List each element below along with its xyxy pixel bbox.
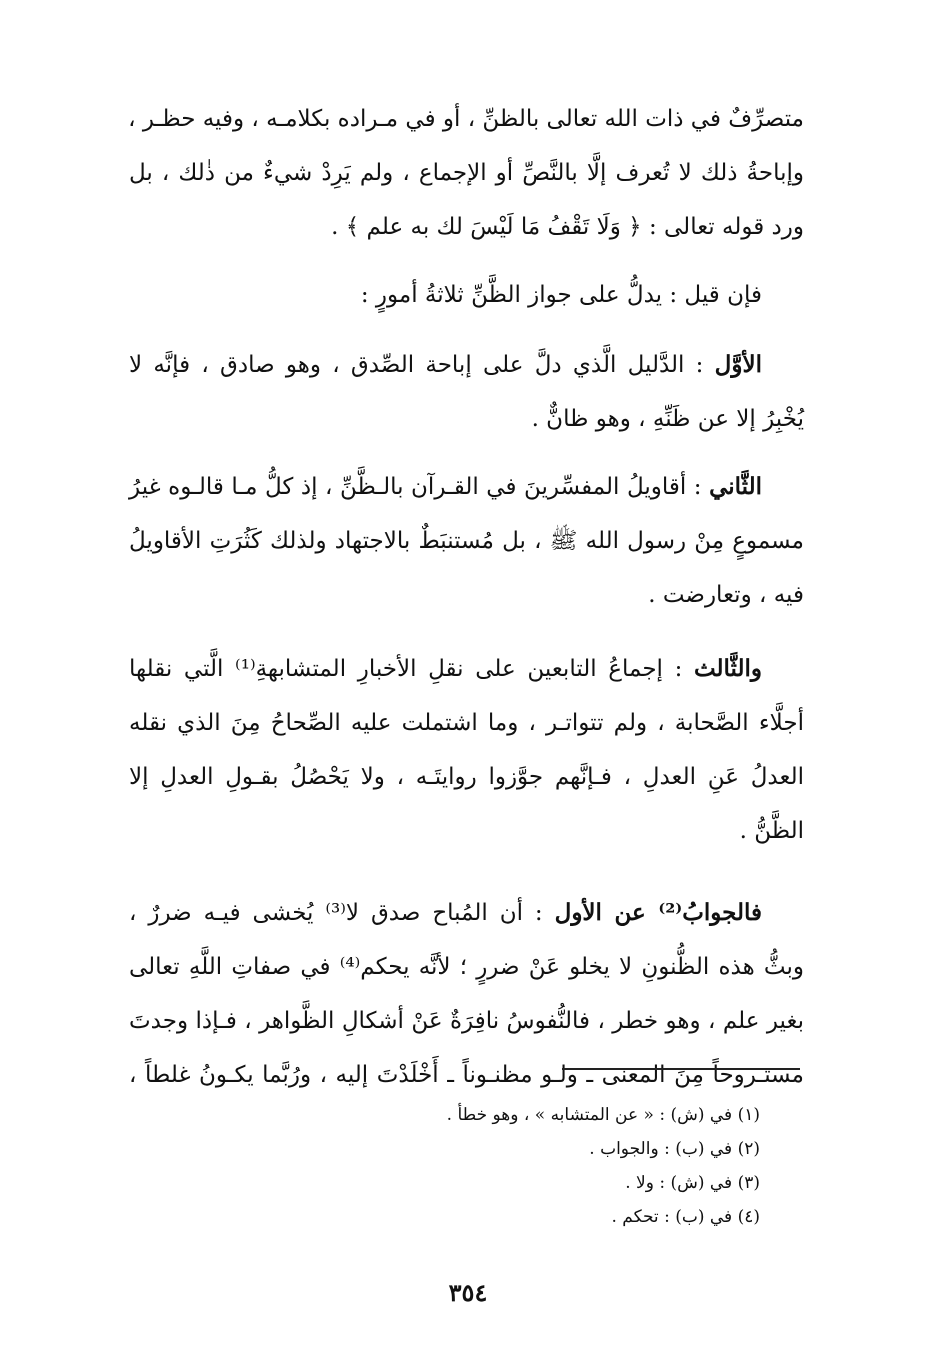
paragraph-4 — [129, 460, 804, 622]
text-line: وإباحةُ ذلك لا تُعرف إلَّا بالنَّصِّ أو الإجماع ، ولم يَرِدْ شيءٌ من ذٰلك ، بل — [129, 160, 804, 186]
text-line — [129, 338, 804, 392]
text-line — [129, 886, 804, 940]
paragraph-5 — [129, 642, 804, 858]
paragraph-lead: فالجوابُ⁽²⁾ عن الأول — [554, 899, 762, 926]
text-line: الظَّنُّ . — [739, 818, 804, 844]
footnote-3: (٣) في (ش) : ولا . — [625, 1173, 760, 1193]
text-line: وبثُّ هذه الظُّنونِ لا يخلو عَنْ ضررٍ ؛ لأنَّه يحكم⁽⁴⁾ في صفاتِ اللَّهِ تعالى — [129, 954, 804, 980]
text-line: العدلُ عَنِ العدلِ ، فـإنَّهم جوَّزوا روايتَـه ، ولا يَحْصُلُ بقـولِ العدلِ إلا — [129, 764, 804, 790]
text-line: متصرِّفٌ في ذات الله تعالى بالظنِّ ، أو في مـراده بكلامـه ، وفيه حظـر ، — [128, 106, 804, 132]
text-line: ورد قوله تعالى : ﴿ وَلَا تَقْفُ مَا لَيْسَ لك به علم ﴾ . — [331, 214, 804, 240]
text-line — [129, 642, 804, 696]
paragraph-3 — [129, 338, 804, 446]
paragraph-2 — [129, 268, 804, 322]
footnotes — [240, 1098, 760, 1234]
paragraph-1 — [129, 92, 804, 254]
text-run: : إجماعُ التابعين على نقلِ الأخبارِ المتشابهةِ⁽¹⁾ الَّتي نقلها — [129, 656, 694, 682]
main-text — [129, 92, 804, 1118]
text-line: فيه ، وتعارضت . — [648, 582, 804, 608]
page-number: ٣٥٤ — [448, 1278, 488, 1307]
text-line: يُخْبِرُ إلا عن ظَنِّهِ ، وهو ظانٌّ . — [531, 406, 804, 432]
text-line: أجلَّاء الصَّحابة ، ولم تتواتـر ، وما اشتملت عليه الصِّحاحُ مِنَ الذي نقله — [129, 710, 804, 736]
paragraph-lead: الثَّاني — [709, 473, 762, 500]
footnote-1: (١) في (ش) : « عن المتشابه » ، وهو خطأ . — [446, 1105, 760, 1125]
footnote-4: (٤) في (ب) : تحكم . — [611, 1207, 760, 1227]
footnote-2: (٢) في (ب) : والجواب . — [589, 1139, 760, 1159]
text-line: مسموعٍ مِنْ رسول الله ﷺ ، بل مُستنبَطٌ بالاجتهاد ولذلك كَثُرَتِ الأقاويلُ — [129, 528, 804, 554]
paragraph-lead: الأوَّل — [714, 351, 762, 378]
text-line: فإن قيل : يدلُّ على جواز الظَّنِّ ثلاثةُ أمورٍ : — [360, 282, 762, 308]
text-line: مستـروحاً مِنَ المعنى ـ ولـو مظنـوناً ـ أَخْلَدْتَ إليه ، ورُبَّما يكـونُ غلطاً ، — [129, 1062, 804, 1088]
text-run: : الدَّليل الَّذي دلَّ على إباحة الصِّدق ، وهو صادق ، فإنَّه لا — [129, 352, 715, 378]
footnote-divider — [562, 1068, 800, 1070]
text-run: : أن المُباح صدق لا⁽³⁾ يُخشى فيـه ضررٌ ، — [129, 900, 555, 926]
text-line: بغير علم ، وهو خطر ، فالنُّفوسُ نافِرَةٌ عَنْ أشكالِ الظَّواهر ، فـإذا وجدتَ — [129, 1008, 804, 1034]
paragraph-lead: والثَّالث — [693, 655, 762, 682]
text-run: : أقاويلُ المفسِّرينَ في القـرآن بالـظَّنِّ ، إذ كلُّ مـا قالـوه غيرُ — [129, 474, 710, 500]
text-line — [129, 460, 804, 514]
